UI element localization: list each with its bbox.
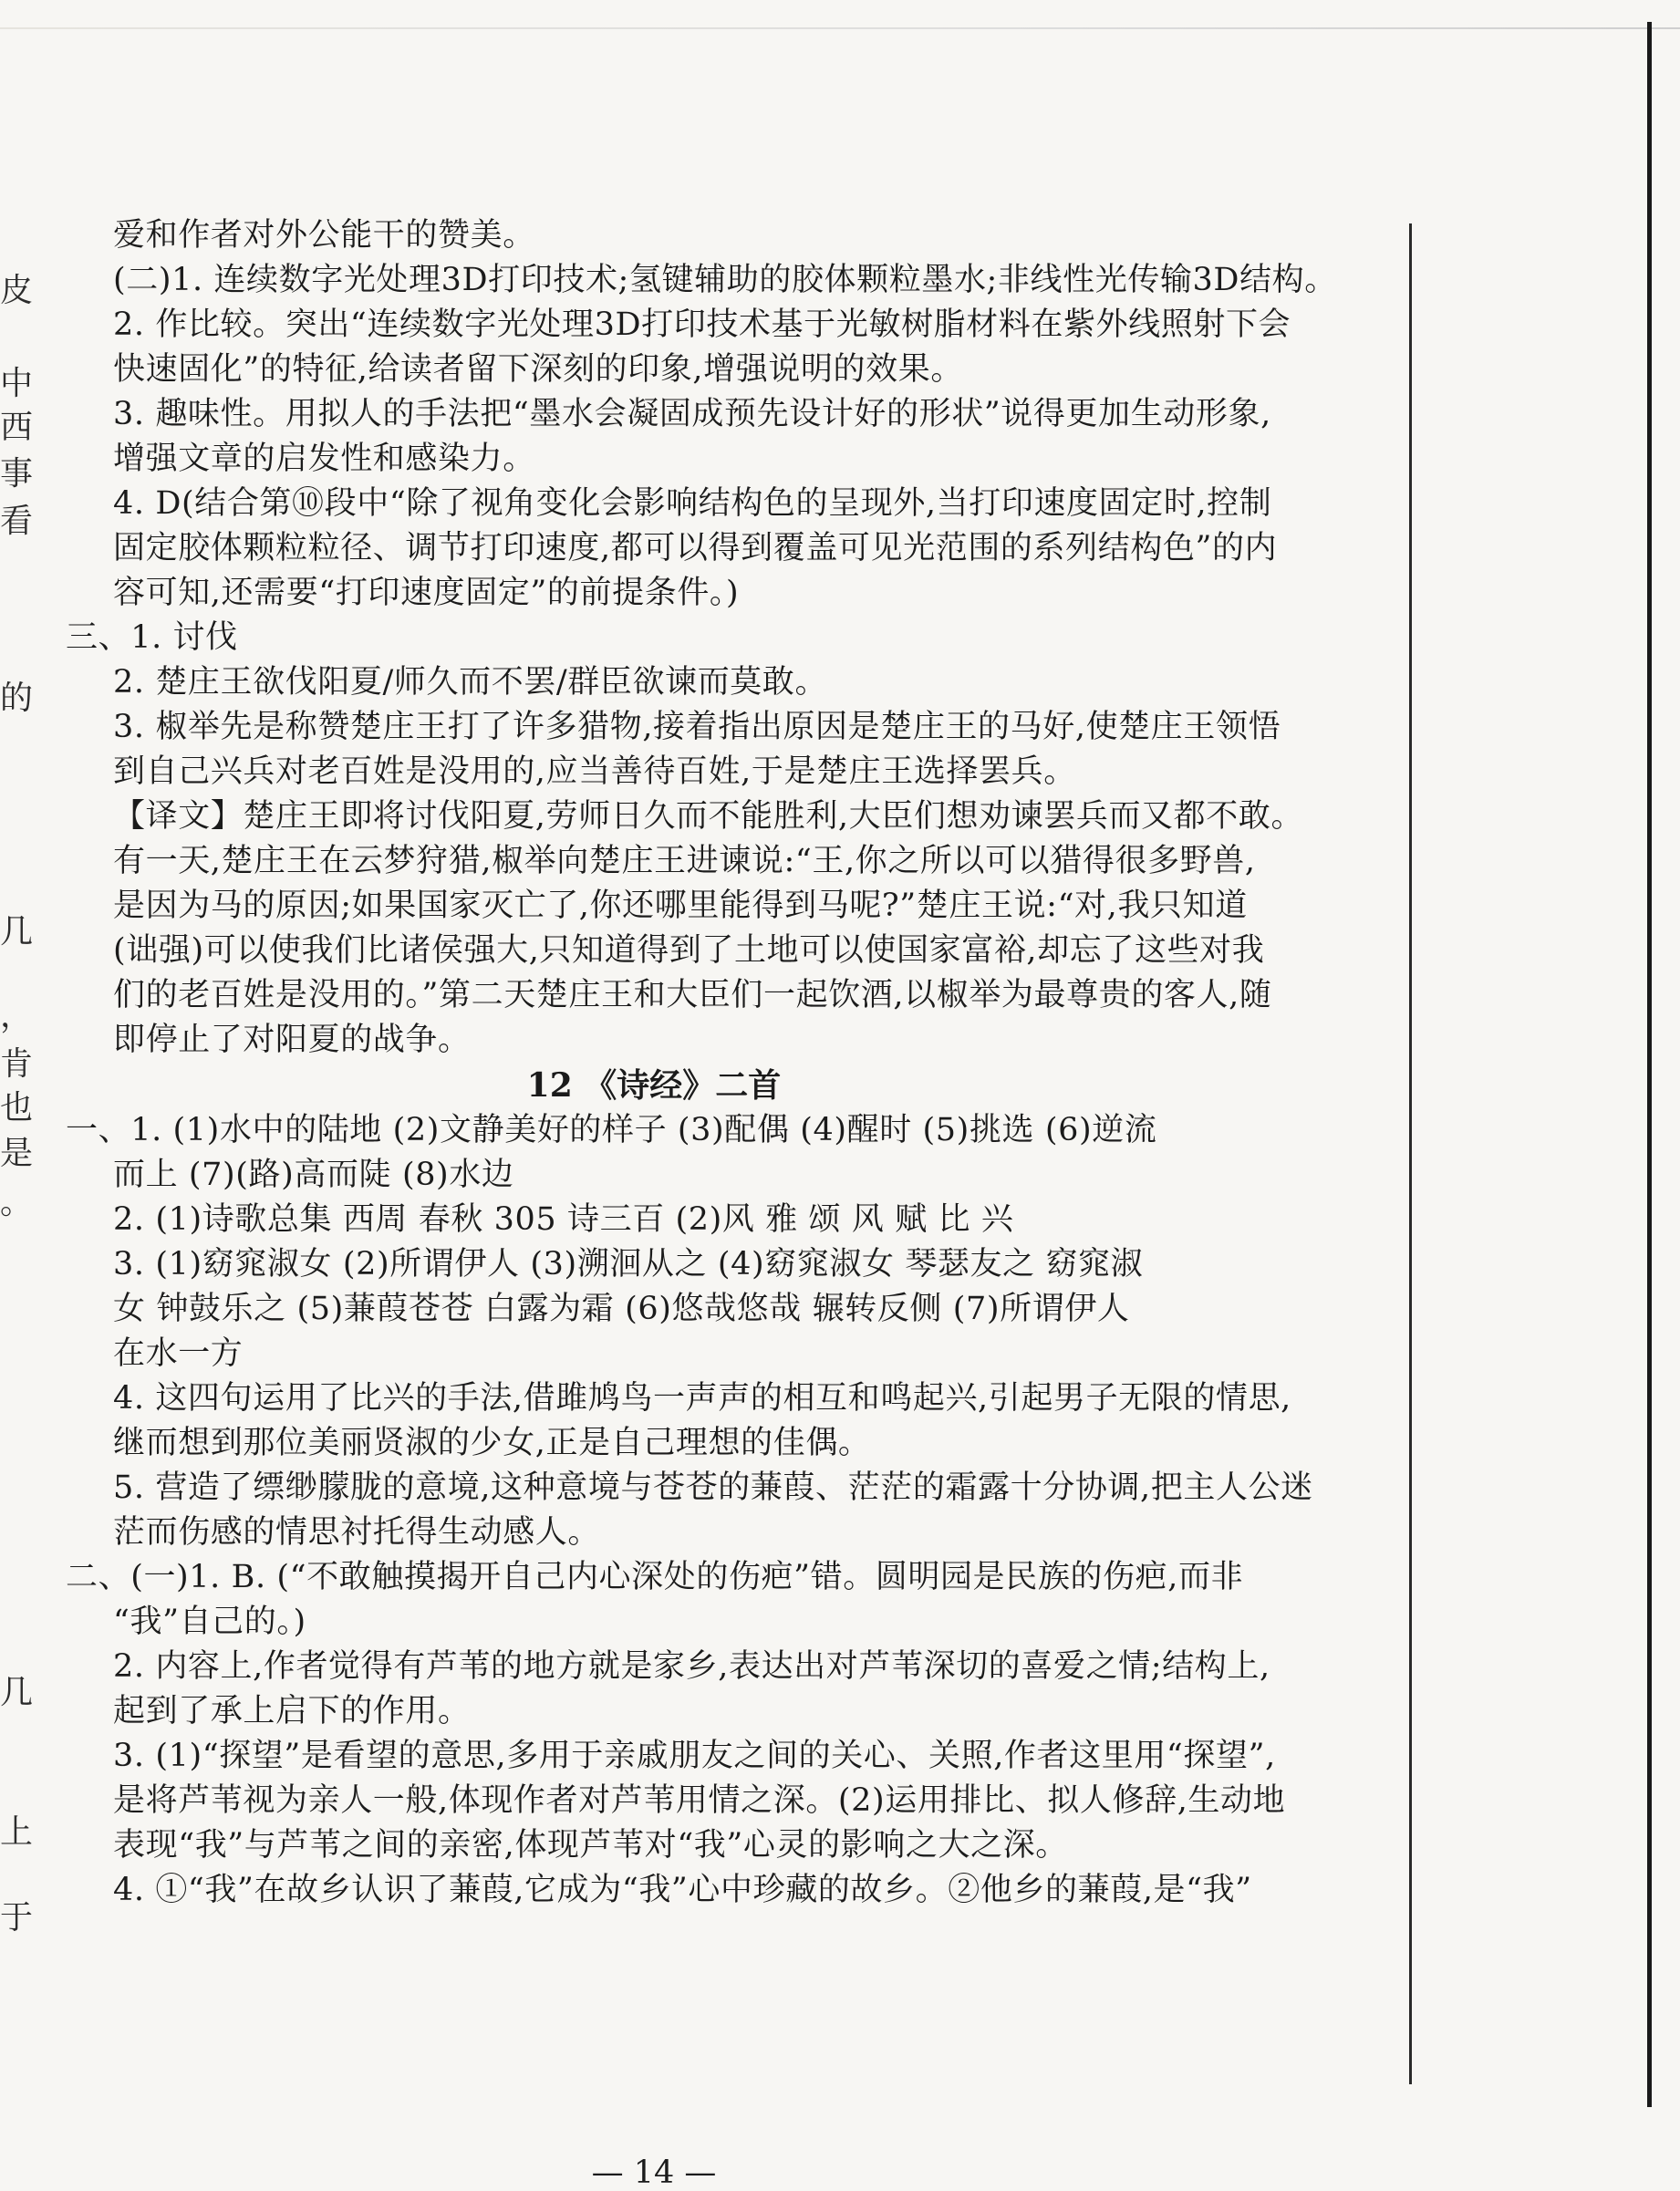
text-line: 3. 趣味性。用拟人的手法把“墨水会凝固成预先设计好的形状”说得更加生动形象, [113,396,1271,432]
text-line: 女 钟鼓乐之 (5)蒹葭苍苍 白露为霜 (6)悠哉悠哉 辗转反侧 (7)所谓伊人 [113,1291,1130,1327]
text-line: 4. D(结合第⑩段中“除了视角变化会影响结构色的呈现外,当打印速度固定时,控制 [113,485,1272,522]
text-line: 3. (1)窈窕淑女 (2)所谓伊人 (3)溯洄从之 (4)窈窕淑女 琴瑟友之 窈窕淑 [113,1246,1144,1282]
text-line: 茫而伤感的情思衬托得生动感人。 [113,1514,601,1551]
text-line: 容可知,还需要“打印速度固定”的前提条件。) [113,575,740,611]
text-line: 是将芦苇视为亲人一般,体现作者对芦苇用情之深。(2)运用排比、拟人修辞,生动地 [113,1782,1286,1819]
page-number: — 14 — [591,2155,717,2191]
text-line: (二)1. 连续数字光处理3D打印技术;氢键辅助的胶体颗粒墨水;非线性光传输3D结构。 [113,262,1337,298]
margin-fragment: 中 [0,365,34,402]
section-heading-one: 一、1. (1)水中的陆地 (2)文静美好的样子 (3)配偶 (4)醒时 (5)挑选 (6)逆流 [66,1112,1157,1148]
text-line: 在水一方 [113,1335,244,1372]
text-line: 起到了承上启下的作用。 [113,1693,471,1729]
translation-line: 是因为马的原因;如果国家灭亡了,你还哪里能得到马呢?”楚庄王说:“对,我只知道 [113,888,1248,924]
text-line: 2. (1)诗歌总集 西周 春秋 305 诗三百 (2)风 雅 颂 风 赋 比 兴 [113,1201,1014,1238]
margin-fragment: 肯 [0,1045,34,1083]
text-line: 固定胶体颗粒粒径、调节打印速度,都可以得到覆盖可见光范围的系列结构色”的内 [113,530,1278,566]
text-line: 表现“我”与芦苇之间的亲密,体现芦苇对“我”心灵的影响之大之深。 [113,1827,1068,1864]
translation-line: 有一天,楚庄王在云梦狩猎,椒举向楚庄王进谏说:“王,你之所以可以猎得很多野兽, [113,843,1256,879]
text-line: 4. ①“我”在故乡认识了蒹葭,它成为“我”心中珍藏的故乡。②他乡的蒹葭,是“我” [113,1872,1252,1908]
scan-border-right [1647,22,1652,2107]
margin-fragment: 的 [0,680,34,717]
page-edge-shadow [1409,223,1412,2084]
text-line: 快速固化”的特征,给读者留下深刻的印象,增强说明的效果。 [113,351,963,388]
text-line: 2. 作比较。突出“连续数字光处理3D打印技术基于光敏树脂材料在紫外线照射下会 [113,306,1291,343]
left-margin-bleed [0,0,34,2107]
text-line: 5. 营造了缥缈朦胧的意境,这种意境与苍苍的蒹葭、茫茫的霜露十分协调,把主人公迷 [113,1469,1313,1506]
margin-fragment: 也 [0,1089,34,1127]
text-line: 增强文章的启发性和感染力。 [113,441,535,477]
text-line: 而上 (7)(路)高而陡 (8)水边 [113,1157,514,1193]
margin-fragment: 。 [0,1184,34,1221]
margin-fragment: 上 [0,1813,34,1851]
text-line: 4. 这四句运用了比兴的手法,借雎鸠鸟一声声的相互和鸣起兴,引起男子无限的情思, [113,1380,1291,1417]
section-heading-two: 二、(一)1. B. (“不敢触摸揭开自己内心深处的伤疤”错。圆明园是民族的伤疤,而非 [66,1559,1244,1595]
translation-line: (诎强)可以使我们比诸侯强大,只知道得到了土地可以使国家富裕,却忘了这些对我 [113,932,1265,969]
margin-fragment: 几 [0,1674,34,1711]
margin-fragment: 于 [0,1899,34,1937]
text-line: 3. (1)“探望”是看望的意思,多用于亲戚朋友之间的关心、关照,作者这里用“探望”, [113,1738,1276,1774]
translation-line: 【译文】楚庄王即将讨伐阳夏,劳师日久而不能胜利,大臣们想劝谏罢兵而又都不敢。 [113,798,1304,835]
translation-line: 们的老百姓是没用的。”第二天楚庄王和大臣们一起饮酒,以椒举为最尊贵的客人,随 [113,977,1272,1013]
margin-fragment: 看 [0,503,34,540]
text-line: 2. 内容上,作者觉得有芦苇的地方就是家乡,表达出对芦苇深切的喜爱之情;结构上, [113,1648,1270,1685]
margin-fragment: 事 [0,455,34,493]
answer-text-body [66,213,1337,2191]
text-line: “我”自己的。) [113,1604,306,1640]
text-line: 2. 楚庄王欲伐阳夏/师久而不罢/群臣欲谏而莫敢。 [113,664,828,701]
margin-fragment: 西 [0,409,34,446]
margin-fragment: 是 [0,1135,34,1172]
text-line: 爱和作者对外公能干的赞美。 [113,217,535,254]
lesson-title: 12 《诗经》二首 [526,1066,782,1105]
section-heading-three: 三、1. 讨伐 [66,619,238,656]
text-line: 继而想到那位美丽贤淑的少女,正是自己理想的佳偶。 [113,1425,871,1461]
margin-fragment: 几 [0,913,34,950]
text-line: 3. 椒举先是称赞楚庄王打了许多猎物,接着指出原因是楚庄王的马好,使楚庄王领悟 [113,709,1281,745]
margin-fragment: ， [0,997,34,1034]
scan-border-top [0,27,1680,29]
margin-fragment: 皮 [0,272,34,309]
translation-line: 即停止了对阳夏的战争。 [113,1022,471,1058]
text-line: 到自己兴兵对老百姓是没用的,应当善待百姓,于是楚庄王选择罢兵。 [113,753,1076,790]
